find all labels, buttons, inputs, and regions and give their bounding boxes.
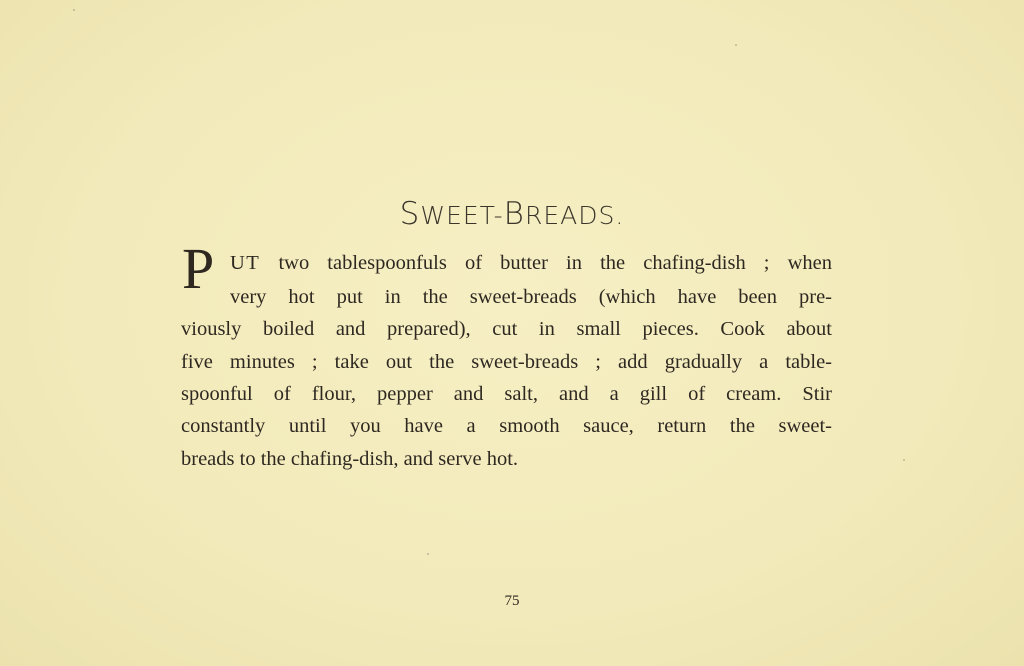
paragraph-line-1 xyxy=(230,247,832,279)
paragraph-line-2: very hot put in the sweet-breads (which have been pre- xyxy=(230,286,832,308)
paper-speck xyxy=(427,553,429,555)
lead-smallcaps: UT xyxy=(230,252,261,274)
paragraph-line-6: constantly until you have a smooth sauce, return the sweet- xyxy=(181,415,832,437)
paragraph-line-5: spoonful of flour, pepper and salt, and a gill of cream. Stir xyxy=(181,383,832,405)
paragraph-line-4: five minutes ; take out the sweet-breads ; add gradually a table- xyxy=(181,351,832,373)
title-rest-1: WEET- xyxy=(420,201,504,230)
title-initial-s: S xyxy=(399,196,421,232)
recipe-title xyxy=(0,196,1024,232)
title-initial-b: B xyxy=(503,196,525,232)
title-rest-2: READS. xyxy=(524,201,625,230)
drop-cap-letter: P xyxy=(182,236,215,301)
page-number: 75 xyxy=(504,593,520,609)
paper-speck xyxy=(735,44,737,46)
line-1-text: two tablespoonfuls of butter in the chafing-dish ; when xyxy=(278,252,832,274)
paragraph-line-3: viously boiled and prepared), cut in small pieces. Cook about xyxy=(181,318,832,340)
paragraph-line-7: breads to the chafing-dish, and serve hot. xyxy=(181,448,519,470)
paper-speck xyxy=(903,459,905,461)
paper-speck xyxy=(73,9,75,11)
